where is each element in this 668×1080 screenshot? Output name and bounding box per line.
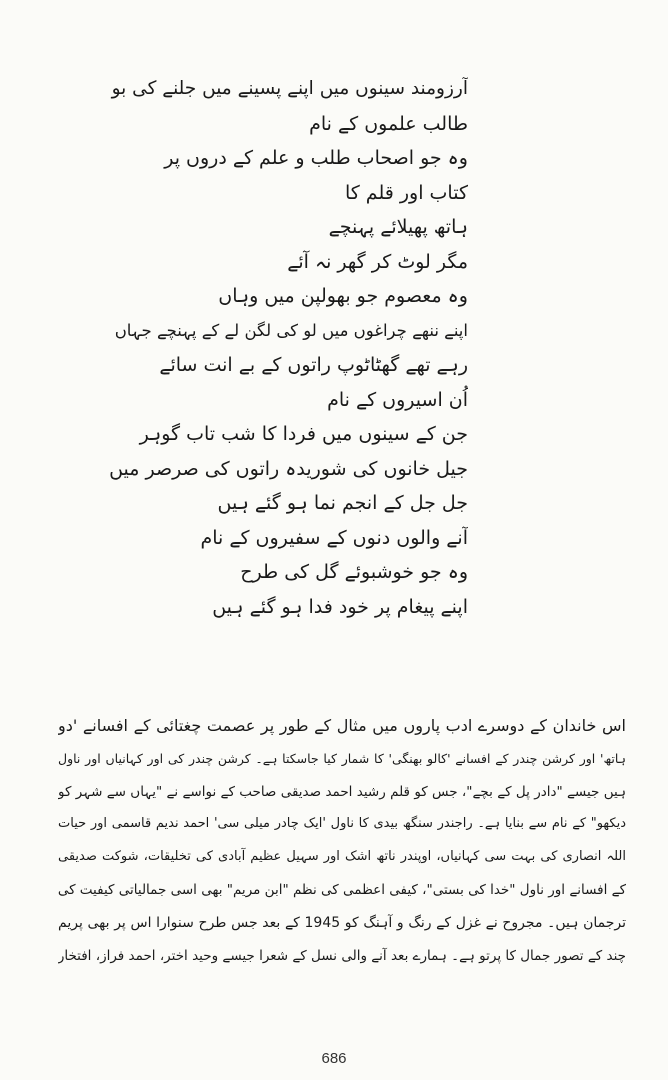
poem-line: اُن اسیروں کے نام [327,388,468,411]
poem-line: آرزومند سینوں میں اپنے پسینے میں جلنے کی بو [111,78,468,99]
poem-line: کتاب اور قلم کا [344,181,468,204]
prose-line: چند کے تصور جمال کا پرتو ہے۔ ہمارے بعد آنے والی نسل کے شعرا جیسے وحید اختر، احمد فراز، افتخار [58,947,626,964]
poem-block [108,74,468,626]
poem-line: طالب علموں کے نام [309,112,468,135]
poem-line: ہاتھ پھیلائے پہنچے [328,216,468,238]
page-number: 686 [321,1050,347,1067]
poem-line: جیل خانوں کی شوریدہ راتوں کی صرصر میں [109,457,468,480]
poem-line: اپنے پیغام پر خود فدا ہو گئے ہیں [212,595,468,618]
prose-line: ہیں جیسے "دادر پل کے بچے"، جس کو قلم رشید احمد صدیقی صاحب کے نواسے نے "یہاں سے شہر کو [58,783,626,800]
prose-line: کے افسانے اور ناول "خدا کی بستی"، کیفی اعظمی کی نظم "ابن مریم" بھی اسی جمالیاتی کیفیت کی [58,881,626,898]
prose-line: اللہ انصاری کی بہت سی کہانیاں، اوپندر ناتھ اشک اور سہیل عظیم آبادی کی تخلیقات، شوکت صدیقی [58,849,626,865]
poem-line: وہ جو اصحاب طلب و علم کے دروں پر [164,147,468,169]
prose-paragraph [58,710,626,972]
poem-line: مگر لوٹ کر گھر نہ آئے [287,250,468,273]
prose-line: ترجمان ہیں۔ مجروح نے غزل کے رنگ و آہنگ کو 1945 کے بعد جس طرح سنوارا اس پر بھی پریم [58,914,626,931]
prose-line: ہاتھ' اور کرشن چندر کے افسانے 'کالو بھنگی' کا شمار کیا جاسکتا ہے۔ کرشن چندر کی اور کہانیاں اور ناول [58,750,626,766]
poem-line: اپنے ننھے چراغوں میں لو کی لگن لے کے پہنچے جہاں [114,320,468,340]
poem-line: وہ معصوم جو بھولپن میں وہاں [218,285,468,307]
prose-line: اس خاندان کے دوسرے ادب پاروں میں مثال کے طور پر عصمت چغتائی کے افسانے 'دو [58,716,626,735]
poem-line: جل جل کے انجم نما ہو گئے ہیں [217,492,468,514]
poem-line: جن کے سینوں میں فردا کا شب تاب گوہر [139,423,468,445]
poem-line: آنے والوں دنوں کے سفیروں کے نام [200,526,468,549]
poem-line: رہے تھے گھٹاٹوپ راتوں کے بے انت سائے [159,354,468,376]
poem-line: وہ جو خوشبوئے گل کی طرح [240,561,468,583]
prose-line: دیکھو" کے نام سے بنایا ہے۔ راجندر سنگھ بیدی کا ناول 'ایک چادر میلی سی' احمد ندیم قاسمی اور حیات [58,816,626,832]
